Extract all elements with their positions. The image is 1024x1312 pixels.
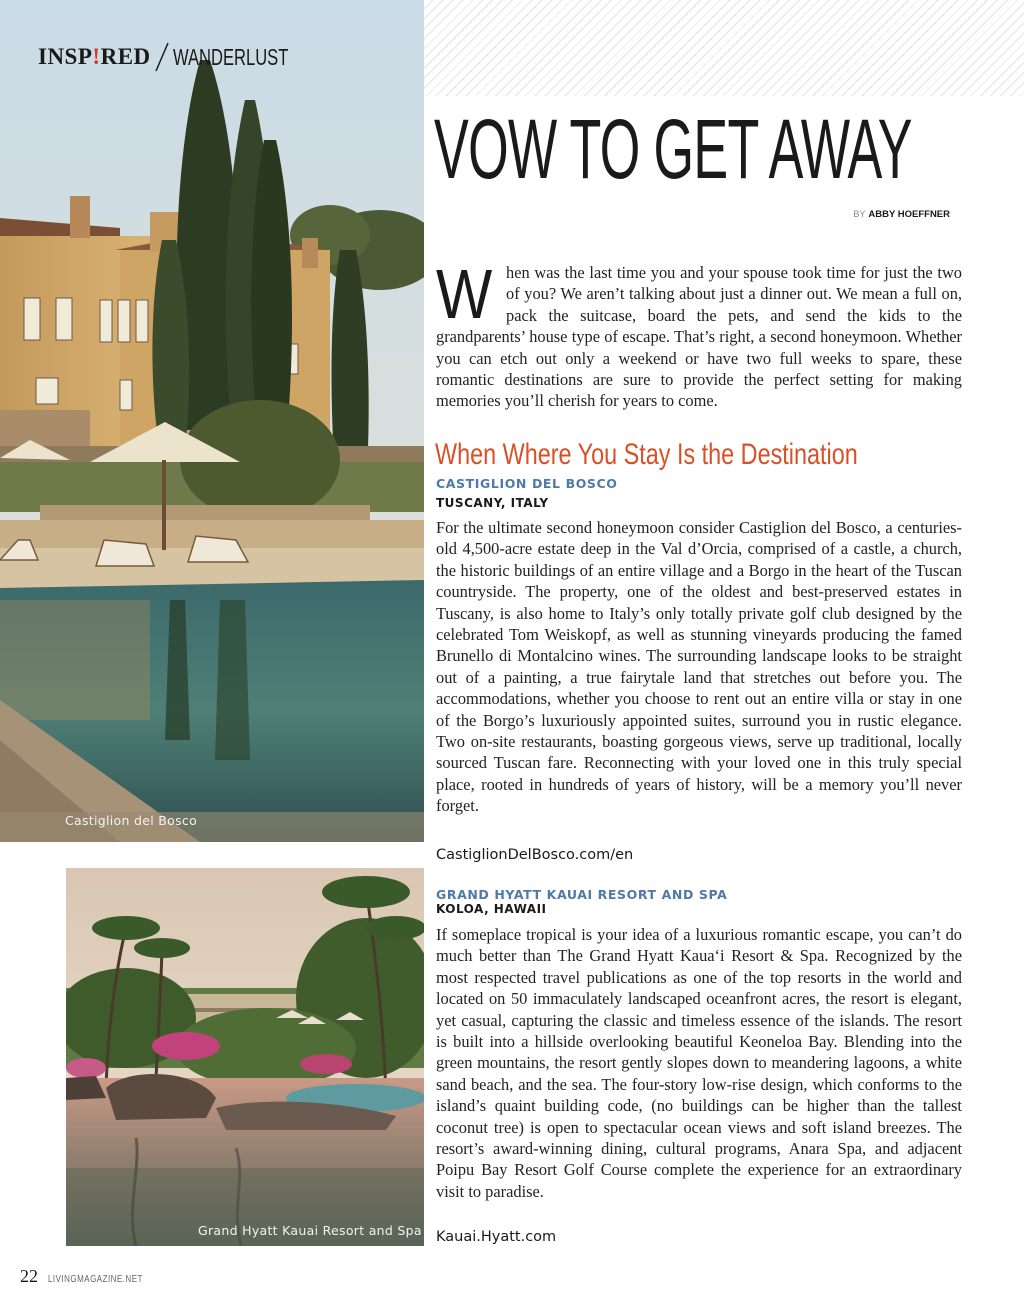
link-grand-hyatt[interactable]: Kauai.Hyatt.com [436,1229,557,1245]
section-header [38,40,333,74]
magazine-site: LIVINGMAGAZINE.NET [48,1274,143,1285]
link-castiglion[interactable]: CastiglionDelBosco.com/en [436,847,634,863]
venue-name-castiglion: CASTIGLION DEL BOSCO [436,476,618,491]
hatched-header-band [424,0,1024,96]
page-footer [20,1266,167,1287]
photo-caption-tuscany: Castiglion del Bosco [65,813,198,828]
intro-paragraph [436,255,962,412]
venue-location-tuscany: TUSCANY, ITALY [436,496,549,510]
slash-divider-icon [153,41,171,73]
grand-hyatt-kauai-photo [66,868,424,1246]
byline-prefix: BY [853,209,866,219]
drop-cap: W [436,255,493,333]
description-castiglion: For the ultimate second honeymoon consider Castiglion del Bosco, a centuries-old 4,500-acre estate deep in the Val d’Orcia, comprised of a castle, a church, the historic buildings of an entire village and a Borgo in the heart of the Tuscan countryside. The property, one of the oldest and best-preserved estates in Tuscany, is also home to Italy’s only totally private golf club designed by the celebrated Tom Weiskopf, as well as stunning vineyards producing the famed Brunello di Montalcino wines. The surrounding landscape looks to be straight out of a painting, a true fairytale land that stretches out before you. The accommodations, whether you choose to rent out an entire villa or stay in one of the Borgo’s luxuriously appointed suites, surround you in rustic elegance. Two on-site restaurants, boasting gorgeous views, serve up traditional, locally sourced Tuscan fare. Reconnecting with your loved one in this truly special place, rooted in hundreds of years of history, will be a memory you’ll never forget. [436,518,962,816]
intro-text: hen was the last time you and your spouse took time for just the two of you? We aren’t talking about just a dinner out. We mean a full on, pack the suitcase, board the pets, and send the kids to the grandparents’ house type of escape. That’s right, a second honeymoon. Whether you can etch out only a weekend or have two full weeks to spare, these romantic destinations are sure to provide the perfect setting for making memories you’ll cherish for years to come. [436,263,962,411]
article-title: VOW TO GET AWAY [434,102,912,196]
brand-logo: INSP!RED [38,44,151,69]
castiglion-del-bosco-photo [0,0,424,842]
venue-location-koloa: KOLOA, HAWAII [436,902,547,916]
section-subhead: When Where You Stay Is the Destination [435,438,858,471]
page-number: 22 [20,1266,38,1286]
venue-name-grand-hyatt: GRAND HYATT KAUAI RESORT AND SPA [436,887,728,902]
description-grand-hyatt: If someplace tropical is your idea of a luxurious romantic escape, you can’t do much better than The Grand Hyatt Kaua‘i Resort & Spa. Recognized by the most respected travel publications as one of the top resorts in the world and located on 50 immaculately landscaped oceanfront acres, the resort is elegant, yet casual, capturing the classic and timeless essence of the islands. The resort is built into a hillside overlooking beautiful Keoneloa Bay. Blending into the green mountains, the resort gently slopes down to meandering lagoons, a white sand beach, and the sea. The four-story low-rise design, which conforms to the island’s quaint building code, (no buildings can be higher than the tallest coconut tree) is open to spectacular ocean views and soft island breezes. The resort’s award-winning dining, cultural programs, Anara Spa, and adjacent Poipu Bay Resort Golf Course complete the experience for an extraordinary visit to paradise. [436,925,962,1201]
photo-caption-kauai: Grand Hyatt Kauai Resort and Spa [198,1223,422,1238]
section-name: WANDERLUST [172,43,288,70]
tuscany-photo-illustration [0,0,424,842]
kauai-photo-illustration [66,868,424,1246]
byline-author: ABBY HOEFFNER [868,209,950,220]
byline [853,209,950,220]
